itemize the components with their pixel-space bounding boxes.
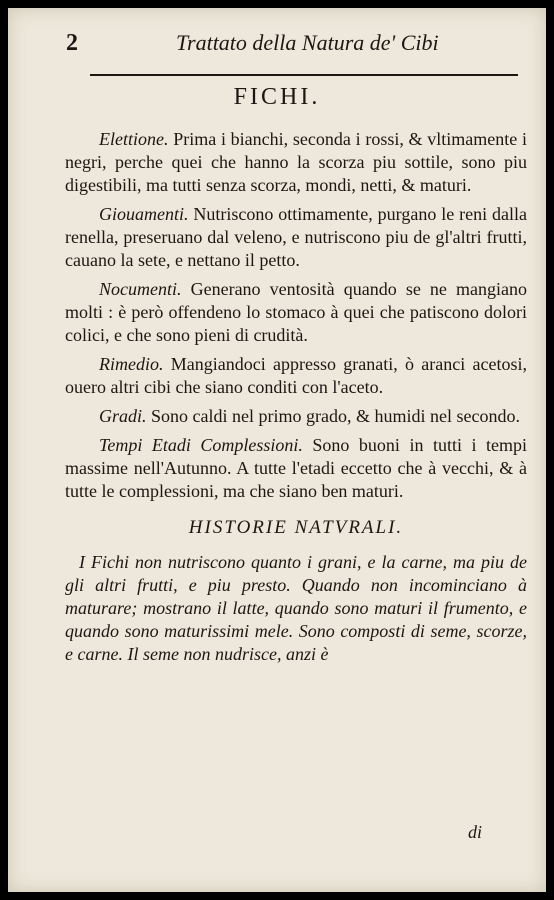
page-body	[65, 128, 527, 666]
natural-history-body: I Fichi non nutriscono quanto i grani, e la carne, ma piu de gli altri frutti, e piu presto. Quando non incominciano à maturare; mostrano il latte, quando sono maturi il frumento, e quando sono maturissimi mele. Sono composti di seme, scorze, e carne. Il seme non nudrisce, anzi è	[65, 552, 527, 664]
book-page	[8, 8, 546, 892]
paragraph-label: Rimedio.	[99, 354, 164, 374]
paragraph-rimedio	[65, 353, 527, 399]
paragraph-label: Gradi.	[99, 406, 147, 426]
paragraph-label: Nocumenti.	[99, 279, 182, 299]
paragraph-label: Tempi Etadi Complessioni.	[99, 435, 303, 455]
paragraph-text: Mangiandoci appresso granati, ò aranci acetosi, ouero altri cibi che siano conditi con l'aceto.	[65, 354, 527, 397]
paragraph-label: Giouamenti.	[99, 204, 189, 224]
paragraph-text: Nutriscono ottimamente, purgano le reni dalla renella, preseruano dal veleno, e nutriscono piu de gl'altri frutti, cauano la sete, e nettano il petto.	[65, 204, 527, 270]
section-title: FICHI.	[233, 84, 321, 110]
paragraph-gradi	[65, 405, 527, 428]
running-title: Trattato della Natura de' Cibi	[176, 30, 439, 55]
paragraph-text: Sono caldi nel primo grado, & humidi nel secondo.	[146, 406, 520, 426]
page-number: 2	[66, 30, 78, 56]
paragraph-text: Prima i bianchi, seconda i rossi, & vltimamente i negri, perche quei che hanno la scorza piu sottile, sono piu digestibili, ma tutti senza scorza, mondi, netti, & maturi.	[65, 129, 527, 195]
header-rule	[90, 74, 518, 76]
subsection-title: HISTORIE NATVRALI.	[188, 517, 404, 538]
paragraph-text: Generano ventosità quando se ne mangiano molti : è però offendeno lo stomaco à quei che patiscono dolori colici, e che sono pieni di crudità.	[65, 279, 527, 345]
catchword: di	[468, 822, 483, 842]
paragraph-giouamenti	[65, 203, 527, 272]
paragraph-nocumenti	[65, 278, 527, 347]
paragraph-label: Elettione.	[99, 129, 169, 149]
running-header	[66, 28, 516, 62]
paragraph-elettione	[65, 128, 527, 197]
paragraph-text: Sono buoni in tutti i tempi massime nell'Autunno. A tutte l'etadi eccetto che à vecchi, & à tutte le complessioni, ma che siano ben maturi.	[65, 435, 527, 501]
paragraph-tempi	[65, 434, 527, 503]
natural-history-text	[65, 551, 527, 666]
